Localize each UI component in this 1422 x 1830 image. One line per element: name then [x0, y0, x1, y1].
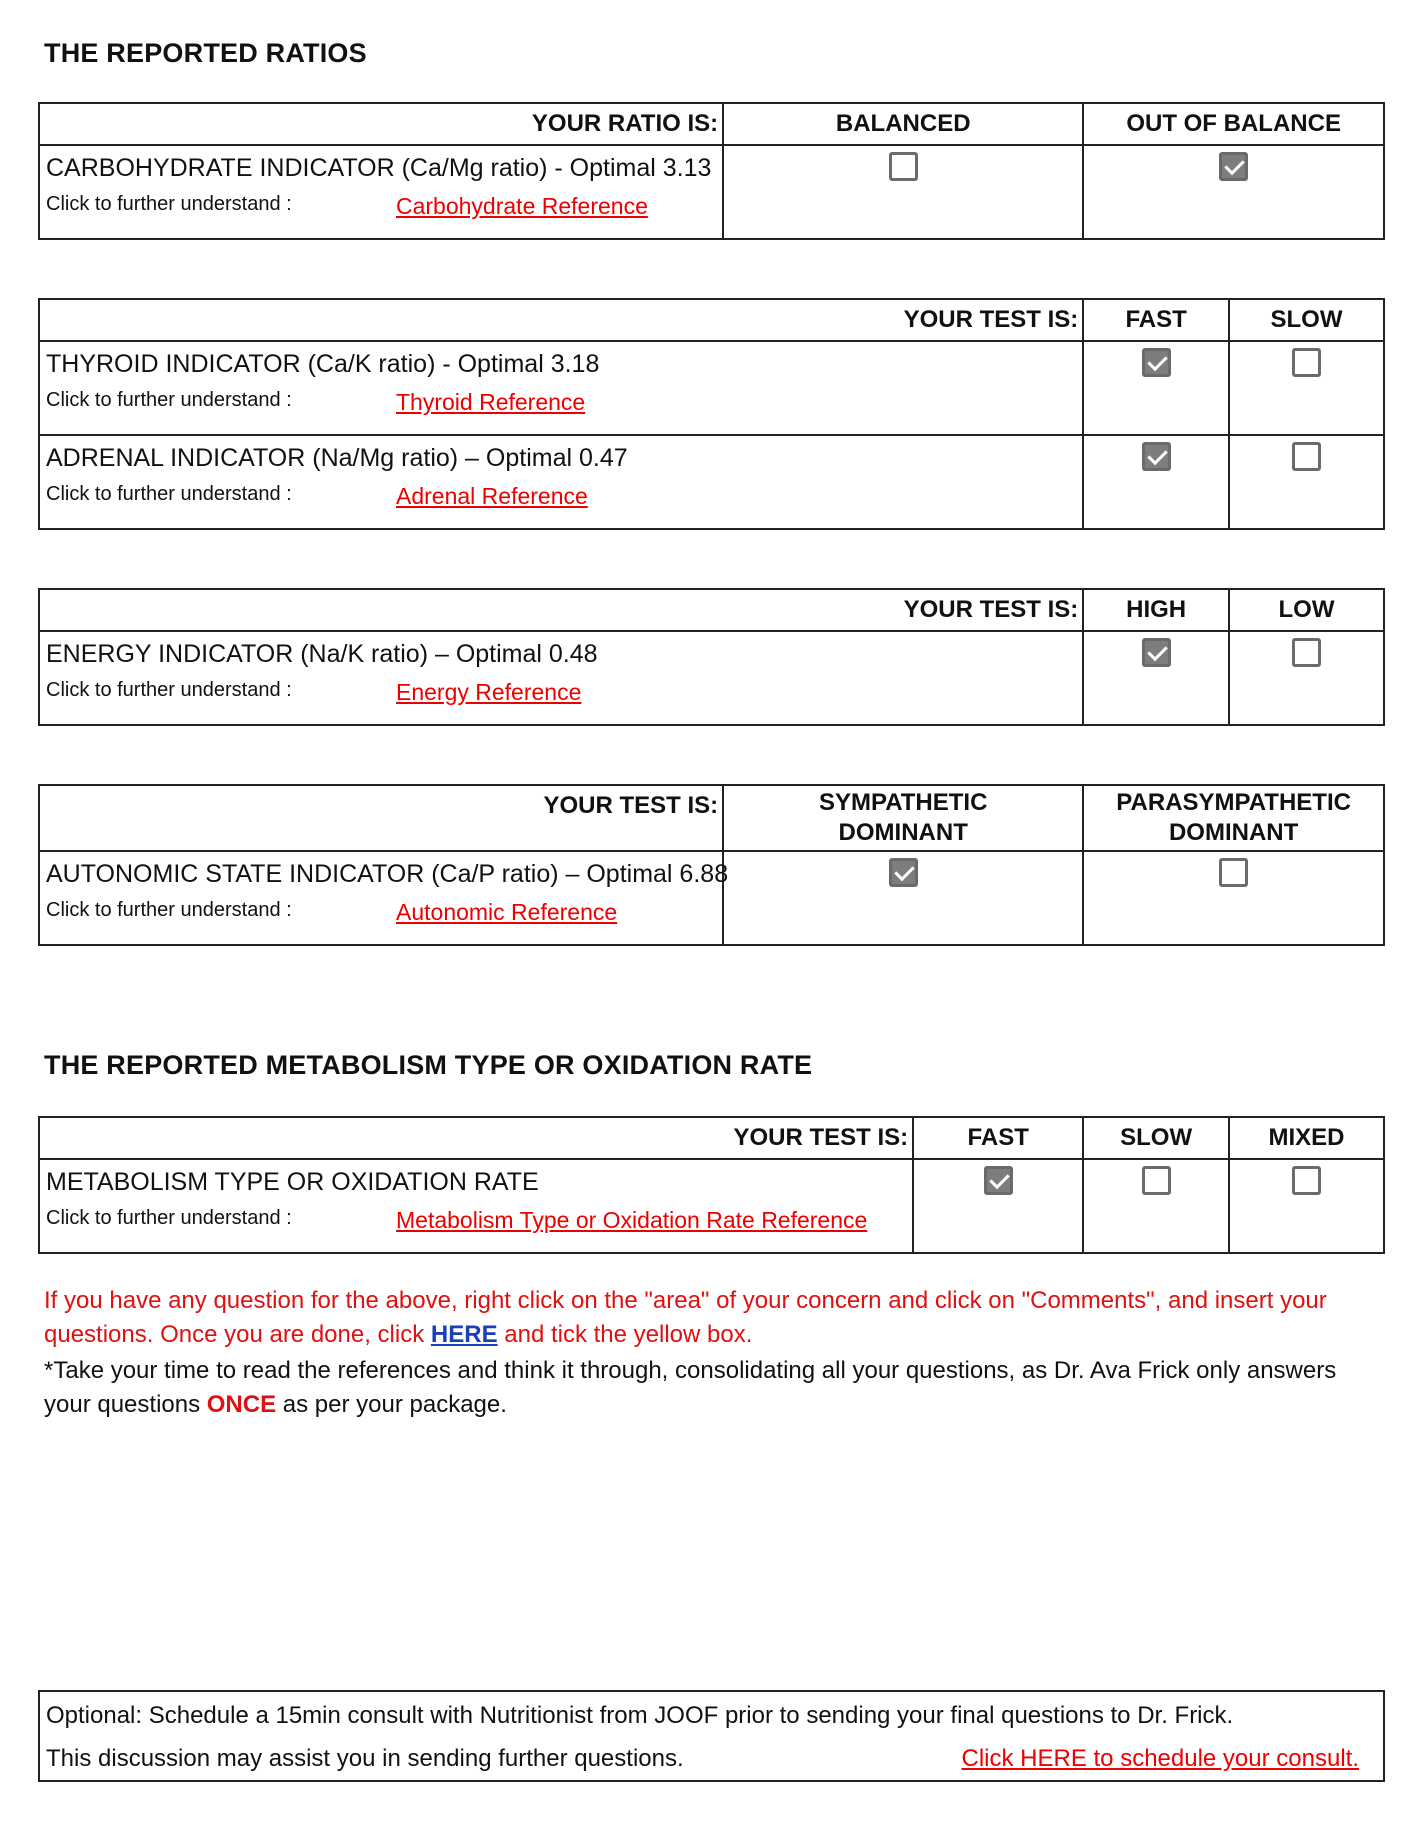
autonomic-indicator: AUTONOMIC STATE INDICATOR (Ca/P ratio) – Optimal 6.88	[46, 860, 729, 888]
carbohydrate-indicator: CARBOHYDRATE INDICATOR (Ca/Mg ratio) - Optimal 3.13	[46, 154, 712, 182]
click-label: Click to further understand :	[46, 899, 292, 921]
header-balanced: BALANCED	[723, 103, 1083, 145]
sympathetic-checkbox[interactable]	[889, 858, 918, 887]
header-low: LOW	[1229, 589, 1384, 631]
out-of-balance-checkbox[interactable]	[1219, 152, 1248, 181]
carbohydrate-table	[38, 102, 1385, 240]
parasympathetic-checkbox[interactable]	[1219, 858, 1248, 887]
header-fast: FAST	[913, 1117, 1083, 1159]
header-out-of-balance: OUT OF BALANCE	[1083, 103, 1384, 145]
header-your-test: YOUR TEST IS:	[39, 785, 723, 851]
click-label: Click to further understand :	[46, 193, 292, 215]
optional-line-2: This discussion may assist you in sending further questions.	[46, 1745, 684, 1772]
header-mixed: MIXED	[1229, 1117, 1384, 1159]
header-slow: SLOW	[1083, 1117, 1229, 1159]
metabolism-mixed-checkbox[interactable]	[1292, 1166, 1321, 1195]
adrenal-slow-checkbox[interactable]	[1292, 442, 1321, 471]
thyroid-slow-checkbox[interactable]	[1292, 348, 1321, 377]
header-parasympathetic-dominant: DOMINANT	[1168, 819, 1299, 846]
metabolism-table	[38, 1116, 1385, 1254]
autonomic-table	[38, 784, 1385, 946]
ratios-heading: THE REPORTED RATIOS	[44, 38, 367, 68]
click-label: Click to further understand :	[46, 1207, 292, 1229]
header-sympathetic: SYMPATHETIC	[818, 789, 988, 816]
thyroid-indicator: THYROID INDICATOR (Ca/K ratio) - Optimal 3.18	[46, 350, 600, 378]
thyroid-adrenal-table	[38, 298, 1385, 530]
note-text: *Take your time to read the references and think it through, consolidating all your questions, as Dr. Ava Frick only answers your questions ONCE as per your package.	[44, 1357, 1337, 1418]
balanced-checkbox[interactable]	[889, 152, 918, 181]
adrenal-fast-checkbox[interactable]	[1142, 442, 1171, 471]
energy-indicator: ENERGY INDICATOR (Na/K ratio) – Optimal 0.48	[46, 640, 598, 668]
here-link[interactable]: HERE	[430, 1321, 498, 1348]
metabolism-indicator: METABOLISM TYPE OR OXIDATION RATE	[46, 1168, 539, 1196]
thyroid-reference-link[interactable]: Thyroid Reference	[396, 389, 586, 415]
header-your-test: YOUR TEST IS:	[39, 589, 1083, 631]
metabolism-fast-checkbox[interactable]	[984, 1166, 1013, 1195]
energy-low-checkbox[interactable]	[1292, 638, 1321, 667]
header-your-ratio: YOUR RATIO IS:	[39, 103, 723, 145]
header-high: HIGH	[1083, 589, 1229, 631]
instructions-text: If you have any question for the above, right click on the "area" of your concern and click on "Comments", and insert your questions. Once you are done, click HERE and tick the yellow box.	[44, 1287, 1327, 1348]
energy-table	[38, 588, 1385, 726]
optional-consult-box	[38, 1690, 1385, 1782]
metabolism-slow-checkbox[interactable]	[1142, 1166, 1171, 1195]
metabolism-reference-link[interactable]: Metabolism Type or Oxidation Rate Reference	[396, 1207, 868, 1233]
thyroid-fast-checkbox[interactable]	[1142, 348, 1171, 377]
once-emphasis: ONCE	[206, 1391, 277, 1418]
header-your-test: YOUR TEST IS:	[39, 1117, 913, 1159]
metabolism-heading: THE REPORTED METABOLISM TYPE OR OXIDATION RATE	[44, 1050, 813, 1080]
header-sympathetic-dominant: DOMINANT	[838, 819, 968, 846]
header-parasympathetic: PARASYMPATHETIC	[1116, 789, 1351, 816]
header-your-test: YOUR TEST IS:	[39, 299, 1083, 341]
carbohydrate-reference-link[interactable]: Carbohydrate Reference	[396, 193, 648, 219]
schedule-consult-link[interactable]: Click HERE to schedule your consult.	[961, 1745, 1359, 1772]
header-slow: SLOW	[1229, 299, 1384, 341]
optional-line-1: Optional: Schedule a 15min consult with Nutritionist from JOOF prior to sending your final questions to Dr. Frick.	[46, 1702, 1234, 1729]
click-label: Click to further understand :	[46, 679, 292, 701]
click-label: Click to further understand :	[46, 483, 292, 505]
energy-high-checkbox[interactable]	[1142, 638, 1171, 667]
header-fast: FAST	[1083, 299, 1229, 341]
adrenal-indicator: ADRENAL INDICATOR (Na/Mg ratio) – Optimal 0.47	[46, 444, 628, 472]
autonomic-reference-link[interactable]: Autonomic Reference	[396, 899, 618, 925]
adrenal-reference-link[interactable]: Adrenal Reference	[396, 483, 588, 509]
click-label: Click to further understand :	[46, 389, 292, 411]
energy-reference-link[interactable]: Energy Reference	[396, 679, 582, 705]
